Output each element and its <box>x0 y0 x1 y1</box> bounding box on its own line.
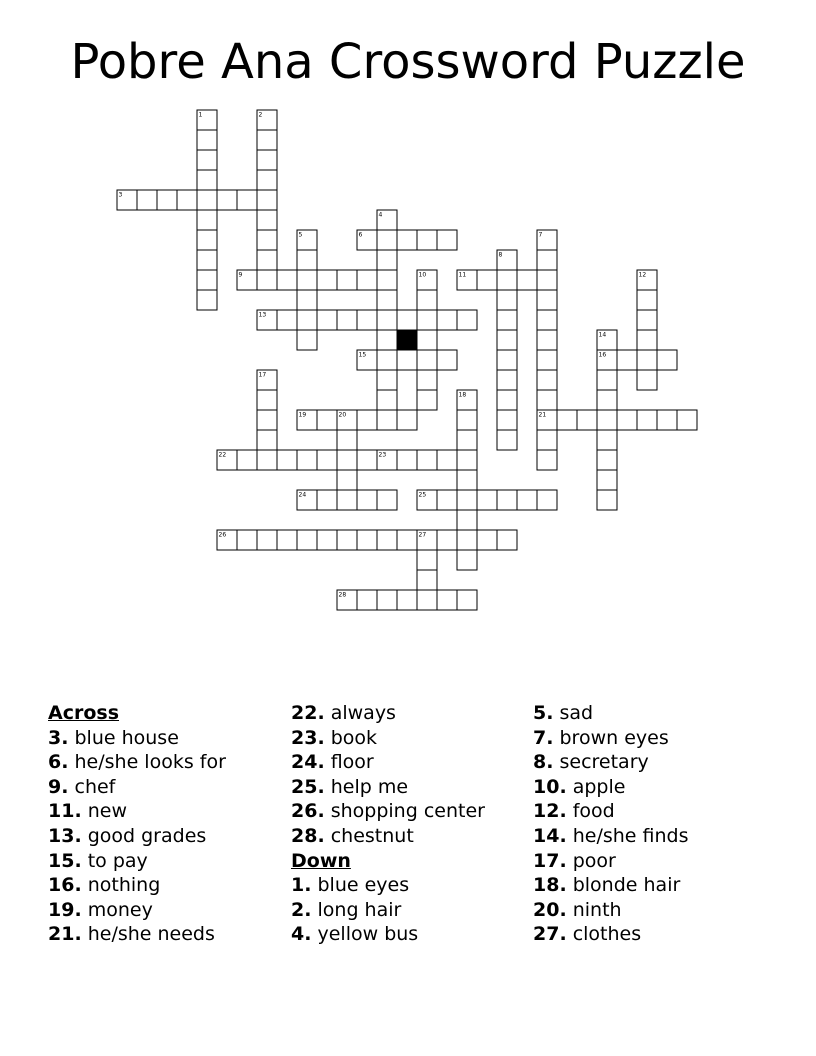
grid-cell[interactable] <box>437 230 457 250</box>
clue-number-label: 6 <box>358 231 363 239</box>
clue-number-label: 21 <box>538 411 547 419</box>
grid-cell[interactable] <box>637 330 657 350</box>
grid-cell[interactable] <box>497 530 517 550</box>
grid-cell[interactable] <box>277 530 297 550</box>
clue-number: 4. <box>291 923 312 946</box>
clue-text: apple <box>566 775 626 798</box>
clue-text: he/she looks for <box>68 751 226 774</box>
grid-cell[interactable] <box>237 530 257 550</box>
clue-number: 20. <box>533 898 567 921</box>
clue-number: 26. <box>291 800 325 823</box>
grid-cell[interactable] <box>417 390 437 410</box>
grid-cell[interactable] <box>657 410 677 430</box>
grid-cell[interactable] <box>297 250 317 270</box>
grid-cell[interactable] <box>257 410 277 430</box>
grid-cell[interactable] <box>537 390 557 410</box>
grid-cell[interactable] <box>257 450 277 470</box>
grid-cell[interactable] <box>377 230 397 250</box>
grid-cell[interactable] <box>297 290 317 310</box>
grid-cell[interactable] <box>417 230 437 250</box>
grid-cell[interactable] <box>257 130 277 150</box>
clue-number-label: 9 <box>238 271 243 279</box>
grid-cell[interactable] <box>217 190 237 210</box>
clue-text: sad <box>553 702 594 724</box>
grid-cell[interactable] <box>597 490 617 510</box>
clue-number: 24. <box>291 751 325 774</box>
grid-cell[interactable] <box>397 410 417 430</box>
grid-cell[interactable] <box>457 470 477 490</box>
grid-cell[interactable] <box>377 250 397 270</box>
grid-cell[interactable] <box>197 210 217 230</box>
clue-number: 9. <box>48 775 69 798</box>
clue-section-heading: Across <box>48 702 120 724</box>
clue-number-label: 15 <box>358 351 367 359</box>
grid-cell[interactable] <box>257 170 277 190</box>
grid-cell[interactable] <box>537 250 557 270</box>
grid-cell[interactable] <box>597 370 617 390</box>
clue-text: to pay <box>81 849 148 872</box>
grid-cell[interactable] <box>537 370 557 390</box>
clue-number: 2. <box>291 898 312 921</box>
clue-number-label: 22 <box>218 451 227 459</box>
clue-number: 21. <box>48 923 82 946</box>
grid-cell[interactable] <box>397 230 417 250</box>
grid-cell[interactable] <box>637 310 657 330</box>
clue-item <box>48 726 226 751</box>
grid-cell[interactable] <box>637 290 657 310</box>
grid-cell[interactable] <box>457 550 477 570</box>
clue-number-label: 3 <box>118 191 123 199</box>
grid-cell[interactable] <box>417 330 437 350</box>
grid-cell[interactable] <box>357 410 377 430</box>
clue-item <box>48 922 226 947</box>
grid-cell[interactable] <box>417 550 437 570</box>
clue-text: poor <box>566 849 616 872</box>
clue-text: blue house <box>68 726 179 749</box>
clue-number: 5. <box>533 702 554 724</box>
grid-cell[interactable] <box>337 430 357 450</box>
clue-text: blue eyes <box>311 874 410 897</box>
clue-section-heading: Down <box>291 849 351 872</box>
clue-number: 16. <box>48 874 82 897</box>
grid-cell[interactable] <box>297 530 317 550</box>
clue-text: always <box>324 702 396 724</box>
grid-cell[interactable] <box>437 350 457 370</box>
clue-item <box>533 873 688 898</box>
clue-text: floor <box>324 751 374 774</box>
clue-item <box>533 922 688 947</box>
grid-cell[interactable] <box>137 190 157 210</box>
grid-cell[interactable] <box>337 490 357 510</box>
clue-number: 19. <box>48 898 82 921</box>
clue-text: book <box>324 726 378 749</box>
grid-cell[interactable] <box>537 310 557 330</box>
grid-cell[interactable] <box>337 530 357 550</box>
clue-number: 27. <box>533 923 567 946</box>
clue-text: he/she needs <box>81 923 215 946</box>
grid-cell[interactable] <box>177 190 197 210</box>
clue-item <box>533 898 688 923</box>
grid-cell[interactable] <box>537 270 557 290</box>
clue-item <box>291 922 485 947</box>
clue-text: yellow bus <box>311 923 419 946</box>
clue-number: 3. <box>48 726 69 749</box>
grid-cell[interactable] <box>337 450 357 470</box>
clue-number: 14. <box>533 824 567 847</box>
grid-cell[interactable] <box>457 530 477 550</box>
grid-cell[interactable] <box>417 450 437 470</box>
clue-number: 25. <box>291 775 325 798</box>
grid-cell[interactable] <box>357 590 377 610</box>
grid-cell[interactable] <box>497 390 517 410</box>
grid-cell[interactable] <box>197 230 217 250</box>
clue-text: good grades <box>81 824 207 847</box>
grid-cell[interactable] <box>437 490 457 510</box>
clue-number-label: 26 <box>218 531 227 539</box>
clue-text: new <box>81 800 127 823</box>
grid-cell[interactable] <box>597 450 617 470</box>
grid-cell[interactable] <box>397 310 417 330</box>
clue-item <box>48 750 226 775</box>
clue-item <box>291 701 485 726</box>
clue-text: clothes <box>566 923 642 946</box>
clue-item <box>291 775 485 800</box>
page-title: Pobre Ana Crossword Puzzle <box>70 34 746 90</box>
clue-text: help me <box>324 775 409 798</box>
clue-number-label: 17 <box>258 371 267 379</box>
grid-cell[interactable] <box>317 530 337 550</box>
clue-item <box>48 898 226 923</box>
clue-number-label: 7 <box>538 231 543 239</box>
clue-item <box>533 775 688 800</box>
grid-cell[interactable] <box>337 270 357 290</box>
clue-number-label: 18 <box>458 391 467 399</box>
clue-text: money <box>81 898 153 921</box>
clue-item <box>533 701 688 726</box>
grid-cell[interactable] <box>357 270 377 290</box>
grid-cell[interactable] <box>377 370 397 390</box>
grid-cell[interactable] <box>417 310 437 330</box>
clue-number: 22. <box>291 702 325 724</box>
clue-number-label: 12 <box>638 271 647 279</box>
grid-cell[interactable] <box>417 290 437 310</box>
clue-item <box>533 824 688 849</box>
clue-item <box>533 799 688 824</box>
grid-cell[interactable] <box>317 410 337 430</box>
grid-cell[interactable] <box>277 450 297 470</box>
grid-cell[interactable] <box>317 450 337 470</box>
grid-cell[interactable] <box>297 450 317 470</box>
clue-item <box>48 849 226 874</box>
grid-cell[interactable] <box>497 490 517 510</box>
clue-number-label: 24 <box>298 491 307 499</box>
clue-number-label: 28 <box>338 591 347 599</box>
grid-cell[interactable] <box>397 350 417 370</box>
grid-cell[interactable] <box>637 350 657 370</box>
grid-cell[interactable] <box>257 230 277 250</box>
clue-item <box>533 849 688 874</box>
grid-cell[interactable] <box>417 570 437 590</box>
clue-number: 13. <box>48 824 82 847</box>
clue-number-label: 20 <box>338 411 347 419</box>
grid-cell[interactable] <box>377 590 397 610</box>
grid-cell[interactable] <box>477 270 497 290</box>
grid-cell[interactable] <box>577 410 597 430</box>
clue-text: he/she finds <box>566 824 689 847</box>
grid-cell[interactable] <box>457 510 477 530</box>
clue-number-label: 2 <box>258 111 263 119</box>
clue-number-label: 27 <box>418 531 427 539</box>
clue-number-label: 23 <box>378 451 387 459</box>
clue-number-label: 11 <box>458 271 467 279</box>
grid-cell[interactable] <box>197 190 217 210</box>
grid-cell[interactable] <box>317 310 337 330</box>
clue-column-1 <box>48 701 226 947</box>
grid-cell[interactable] <box>197 130 217 150</box>
clue-text: ninth <box>566 898 622 921</box>
grid-cell[interactable] <box>537 450 557 470</box>
clue-text: chef <box>68 775 116 798</box>
grid-cell[interactable] <box>257 190 277 210</box>
grid-cell[interactable] <box>477 490 497 510</box>
clue-number-label: 8 <box>498 251 503 259</box>
clue-item <box>533 750 688 775</box>
grid-cell[interactable] <box>357 530 377 550</box>
grid-cell[interactable] <box>377 330 397 350</box>
grid-cell[interactable] <box>497 310 517 330</box>
grid-cell[interactable] <box>337 310 357 330</box>
clue-column-3 <box>533 701 688 947</box>
grid-cell[interactable] <box>317 490 337 510</box>
grid-cell[interactable] <box>257 430 277 450</box>
grid-cell[interactable] <box>397 450 417 470</box>
grid-cell[interactable] <box>537 290 557 310</box>
grid-cell[interactable] <box>377 310 397 330</box>
grid-cell[interactable] <box>557 410 577 430</box>
grid-cell[interactable] <box>517 490 537 510</box>
grid-cell[interactable] <box>637 410 657 430</box>
grid-cell[interactable] <box>457 310 477 330</box>
grid-cell[interactable] <box>597 430 617 450</box>
grid-cell[interactable] <box>497 350 517 370</box>
grid-cell[interactable] <box>257 270 277 290</box>
grid-cell[interactable] <box>257 210 277 230</box>
grid-cell[interactable] <box>657 350 677 370</box>
grid-cell[interactable] <box>357 310 377 330</box>
grid-cell[interactable] <box>437 310 457 330</box>
clue-item <box>48 873 226 898</box>
grid-cell[interactable] <box>417 350 437 370</box>
clue-text: nothing <box>81 874 161 897</box>
clue-number: 12. <box>533 800 567 823</box>
grid-cell[interactable] <box>257 150 277 170</box>
grid-cell[interactable] <box>537 490 557 510</box>
clue-text: shopping center <box>324 800 485 823</box>
grid-cell[interactable] <box>197 270 217 290</box>
clue-item <box>291 898 485 923</box>
grid-cell[interactable] <box>677 410 697 430</box>
grid-cell[interactable] <box>537 350 557 370</box>
grid-cell[interactable] <box>157 190 177 210</box>
clue-number: 11. <box>48 800 82 823</box>
clue-number: 8. <box>533 751 554 774</box>
grid-cell[interactable] <box>597 390 617 410</box>
clue-number-label: 19 <box>298 411 307 419</box>
clue-item <box>291 873 485 898</box>
grid-cell[interactable] <box>397 530 417 550</box>
grid-cell[interactable] <box>317 270 337 290</box>
grid-cell[interactable] <box>357 490 377 510</box>
grid-cell[interactable] <box>497 370 517 390</box>
clue-item <box>291 726 485 751</box>
grid-cell[interactable] <box>457 590 477 610</box>
grid-cell[interactable] <box>197 150 217 170</box>
clue-item <box>48 775 226 800</box>
grid-cell[interactable] <box>497 430 517 450</box>
clue-number: 23. <box>291 726 325 749</box>
grid-cell[interactable] <box>377 530 397 550</box>
grid-cell[interactable] <box>617 350 637 370</box>
grid-cell[interactable] <box>377 490 397 510</box>
clue-number-label: 5 <box>298 231 303 239</box>
clue-number-label: 10 <box>418 271 427 279</box>
grid-cell[interactable] <box>197 290 217 310</box>
grid-cell[interactable] <box>497 330 517 350</box>
grid-cell[interactable] <box>417 370 437 390</box>
grid-cell[interactable] <box>437 450 457 470</box>
grid-cell[interactable] <box>237 190 257 210</box>
grid-cell[interactable] <box>397 590 417 610</box>
clue-number: 7. <box>533 726 554 749</box>
clue-number: 18. <box>533 874 567 897</box>
grid-cell[interactable] <box>297 270 317 290</box>
grid-cell[interactable] <box>437 530 457 550</box>
grid-cell[interactable] <box>597 410 617 430</box>
grid-cell[interactable] <box>257 250 277 270</box>
grid-cell[interactable] <box>617 410 637 430</box>
clue-item <box>291 824 485 849</box>
grid-cell[interactable] <box>277 310 297 330</box>
grid-cell[interactable] <box>377 270 397 290</box>
grid-cell[interactable] <box>257 530 277 550</box>
grid-cell[interactable] <box>197 170 217 190</box>
grid-cell[interactable] <box>377 390 397 410</box>
grid-cell[interactable] <box>537 330 557 350</box>
grid-cell[interactable] <box>257 390 277 410</box>
grid-cell[interactable] <box>337 470 357 490</box>
grid-cell[interactable] <box>517 270 537 290</box>
clue-number-label: 13 <box>258 311 267 319</box>
grid-cell[interactable] <box>537 430 557 450</box>
grid-cell[interactable] <box>377 350 397 370</box>
grid-cell[interactable] <box>377 410 397 430</box>
clue-text: long hair <box>311 898 402 921</box>
grid-cell[interactable] <box>277 270 297 290</box>
grid-cell[interactable] <box>497 410 517 430</box>
grid-cell[interactable] <box>377 290 397 310</box>
grid-cell[interactable] <box>197 250 217 270</box>
clue-number-label: 25 <box>418 491 427 499</box>
clue-text: secretary <box>553 751 649 774</box>
clue-item <box>48 824 226 849</box>
grid-cell[interactable] <box>637 370 657 390</box>
clue-item <box>291 799 485 824</box>
clue-text: blonde hair <box>566 874 681 897</box>
clue-item <box>48 799 226 824</box>
grid-cell[interactable] <box>237 450 257 470</box>
grid-cell[interactable] <box>457 430 477 450</box>
grid-cell[interactable] <box>497 290 517 310</box>
clue-number-label: 4 <box>378 211 383 219</box>
clue-text: brown eyes <box>553 726 669 749</box>
grid-cell[interactable] <box>357 450 377 470</box>
grid-block-cell <box>397 330 417 350</box>
clue-number-label: 1 <box>198 111 203 119</box>
grid-cell[interactable] <box>417 590 437 610</box>
grid-cell[interactable] <box>457 450 477 470</box>
clue-number: 10. <box>533 775 567 798</box>
clue-number-label: 16 <box>598 351 607 359</box>
grid-cell[interactable] <box>297 310 317 330</box>
grid-cell[interactable] <box>437 590 457 610</box>
grid-cell[interactable] <box>297 330 317 350</box>
grid-cell[interactable] <box>477 530 497 550</box>
clue-number-label: 14 <box>598 331 607 339</box>
clue-number: 15. <box>48 849 82 872</box>
clue-number: 17. <box>533 849 567 872</box>
clue-number: 6. <box>48 751 69 774</box>
clue-number: 28. <box>291 824 325 847</box>
clue-item <box>533 726 688 751</box>
grid-cell[interactable] <box>457 410 477 430</box>
grid-cell[interactable] <box>457 490 477 510</box>
clue-number: 1. <box>291 874 312 897</box>
grid-cell[interactable] <box>597 470 617 490</box>
grid-cell[interactable] <box>497 270 517 290</box>
clue-text: food <box>566 800 615 823</box>
clue-text: chestnut <box>324 824 414 847</box>
clue-column-2 <box>291 701 485 947</box>
clue-item <box>291 750 485 775</box>
